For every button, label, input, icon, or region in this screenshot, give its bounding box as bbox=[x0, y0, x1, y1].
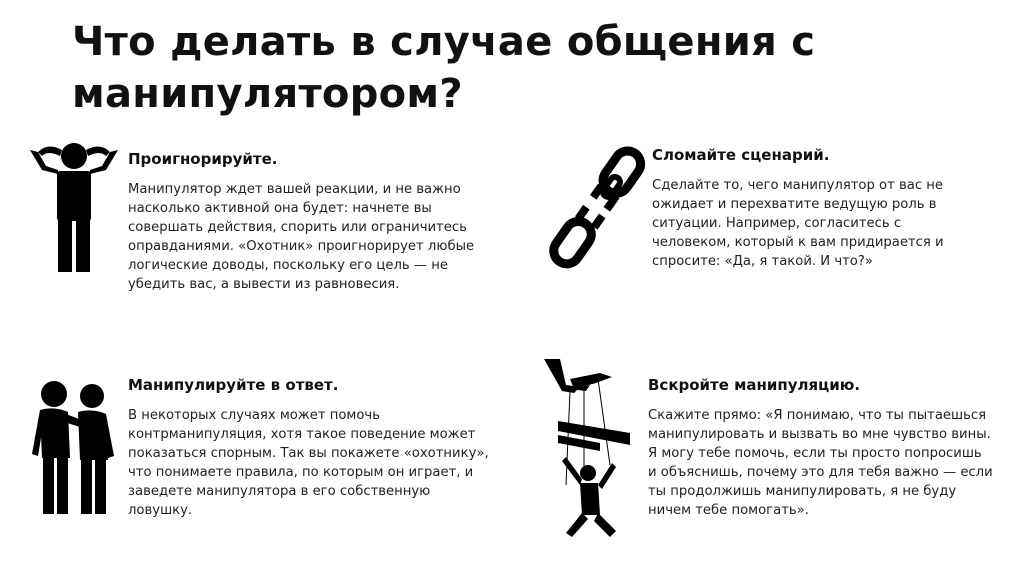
tip-expose bbox=[648, 376, 993, 520]
person-ignoring-icon bbox=[28, 140, 120, 274]
page-title: Что делать в случае общения с манипулятором? bbox=[72, 19, 816, 117]
tip-heading: Сломайте сценарий. bbox=[652, 146, 830, 164]
puppet-icon bbox=[540, 355, 650, 545]
tip-text: Сделайте то, чего манипулятор от вас не ожидает и перехватите ведущую роль в ситуации. Например, согласитесь с человеком, который к вам придирается и спросите: «Да, я такой. И что?» bbox=[652, 178, 944, 269]
two-people-icon bbox=[28, 380, 118, 516]
tip-heading: Проигнорируйте. bbox=[128, 150, 278, 168]
tip-text: Манипулятор ждет вашей реакции, и не важно насколько активной она будет: начнете вы совершать действия, спорить или ограничитесь оправданиями. «Охотник» проигнорирует любые логические доводы, поскольку его цель — не убедить вас, а вывести из равновесия. bbox=[128, 182, 475, 292]
tip-heading: Вскройте манипуляцию. bbox=[648, 376, 861, 394]
broken-chain-icon bbox=[548, 142, 648, 274]
tip-counter bbox=[128, 376, 498, 520]
tip-text: В некоторых случаях может помочь контрманипуляция, хотя такое поведение может показаться спорным. Так вы покажете «охотнику», что понимаете правила, по которым он играет, и заведете манипулятора в его собственную ловушку. bbox=[128, 408, 489, 518]
tip-ignore bbox=[128, 150, 508, 294]
tip-break-script bbox=[652, 146, 982, 271]
tip-heading: Манипулируйте в ответ. bbox=[128, 376, 339, 394]
tip-text: Скажите прямо: «Я понимаю, что ты пытаешься манипулировать и вызвать во мне чувство вины. Я могу тебе помочь, если ты просто попросишь и объяснишь, почему это для тебя важно — если ты продолжишь манипулировать, я не буду ничем тебе помогать». bbox=[648, 408, 993, 518]
